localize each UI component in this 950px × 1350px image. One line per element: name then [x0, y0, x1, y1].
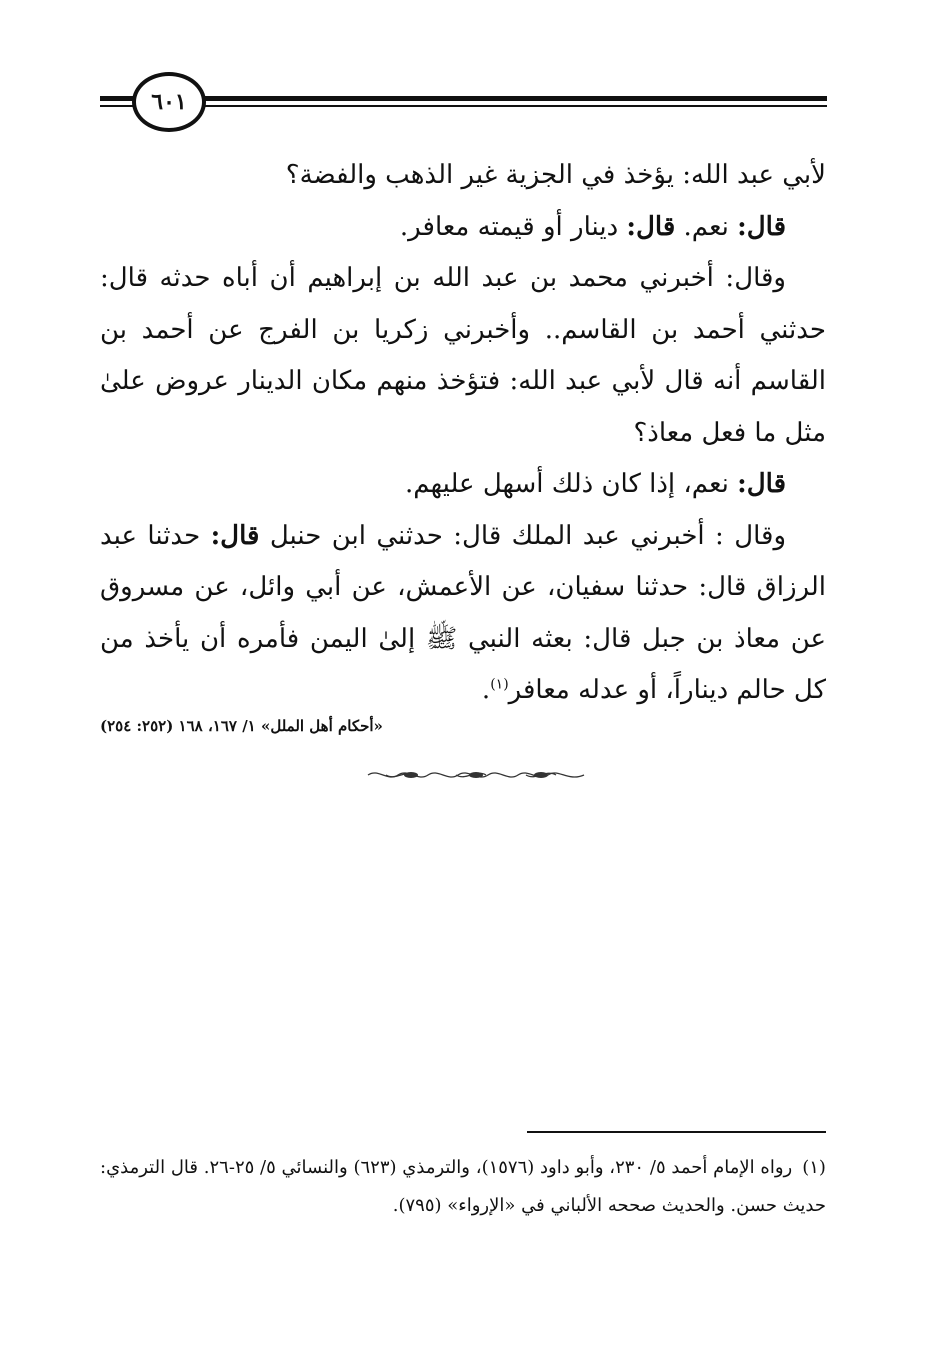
- paragraph: [100, 202, 826, 254]
- header-rule-thick: [205, 96, 827, 101]
- text-run: دينار أو قيمته معافر.: [399, 211, 627, 242]
- paragraph: [100, 253, 826, 459]
- text-run: نعم.: [675, 211, 738, 242]
- speaker-label: قال:: [737, 211, 786, 242]
- paragraph: [100, 150, 826, 202]
- page-number: ٦٠١: [151, 89, 187, 115]
- footnotes: [100, 1149, 826, 1225]
- footnote-item: [100, 1149, 826, 1225]
- footnote-number: (١): [802, 1157, 826, 1178]
- paragraph: [100, 511, 826, 717]
- text-run: نعم، إذا كان ذلك أسهل عليهم.: [405, 469, 738, 499]
- header-rule-thin: [205, 105, 827, 107]
- text-run: لأبي عبد الله: يؤخذ في الجزية غير الذهب والفضة؟: [285, 160, 826, 190]
- text-run: وقال: أخبرني محمد بن عبد الله بن إبراهيم أن أباه حدثه قال: حدثني أحمد بن القاسم.. وأخبرني زكريا بن الفرج عن أحمد بن القاسم أنه قال لأبي عبد الله: فتؤخذ منهم مكان الدينار عروض علىٰ مثل ما فعل معاذ؟: [100, 263, 826, 448]
- footnote-reference[interactable]: (١): [490, 676, 509, 693]
- speaker-label: قال:: [737, 469, 786, 499]
- text-run: حدثنا عبد الرزاق قال: حدثنا سفيان، عن الأعمش، عن أبي وائل، عن مسروق عن معاذ بن جبل قال: بعثه النبي ﷺ إلىٰ اليمن فأمره أن يأخذ من كل حالم ديناراً، أو عدله معافر: [100, 520, 826, 705]
- decorative-divider-icon: [366, 767, 586, 783]
- text-run: وقال : أخبرني عبد الملك قال: حدثني ابن حنبل: [259, 520, 787, 551]
- source-reference: ١/ ١٦٧، ١٦٨ (٢٥٢: ٢٥٤): [100, 717, 256, 735]
- footnote-text: رواه الإمام أحمد ٥/ ٢٣٠، وأبو داود (١٥٧٦)، والترمذي (٦٢٣) والنسائي ٥/ ٢٥-٢٦. قال الترمذي: حديث حسن. والحديث صححه الألباني في «الإرواء» (٧٩٥).: [100, 1157, 826, 1216]
- paragraph: [100, 459, 826, 511]
- source-citation: [100, 717, 826, 735]
- page-number-badge: [132, 72, 206, 132]
- footnote-separator: [527, 1131, 826, 1133]
- speaker-label: قال:: [210, 520, 260, 551]
- page-header: [0, 70, 950, 140]
- speaker-label: قال:: [626, 211, 676, 242]
- text-run: .: [481, 675, 491, 705]
- main-text: [100, 150, 826, 717]
- source-title: «أحكام أهل الملل»: [260, 717, 383, 735]
